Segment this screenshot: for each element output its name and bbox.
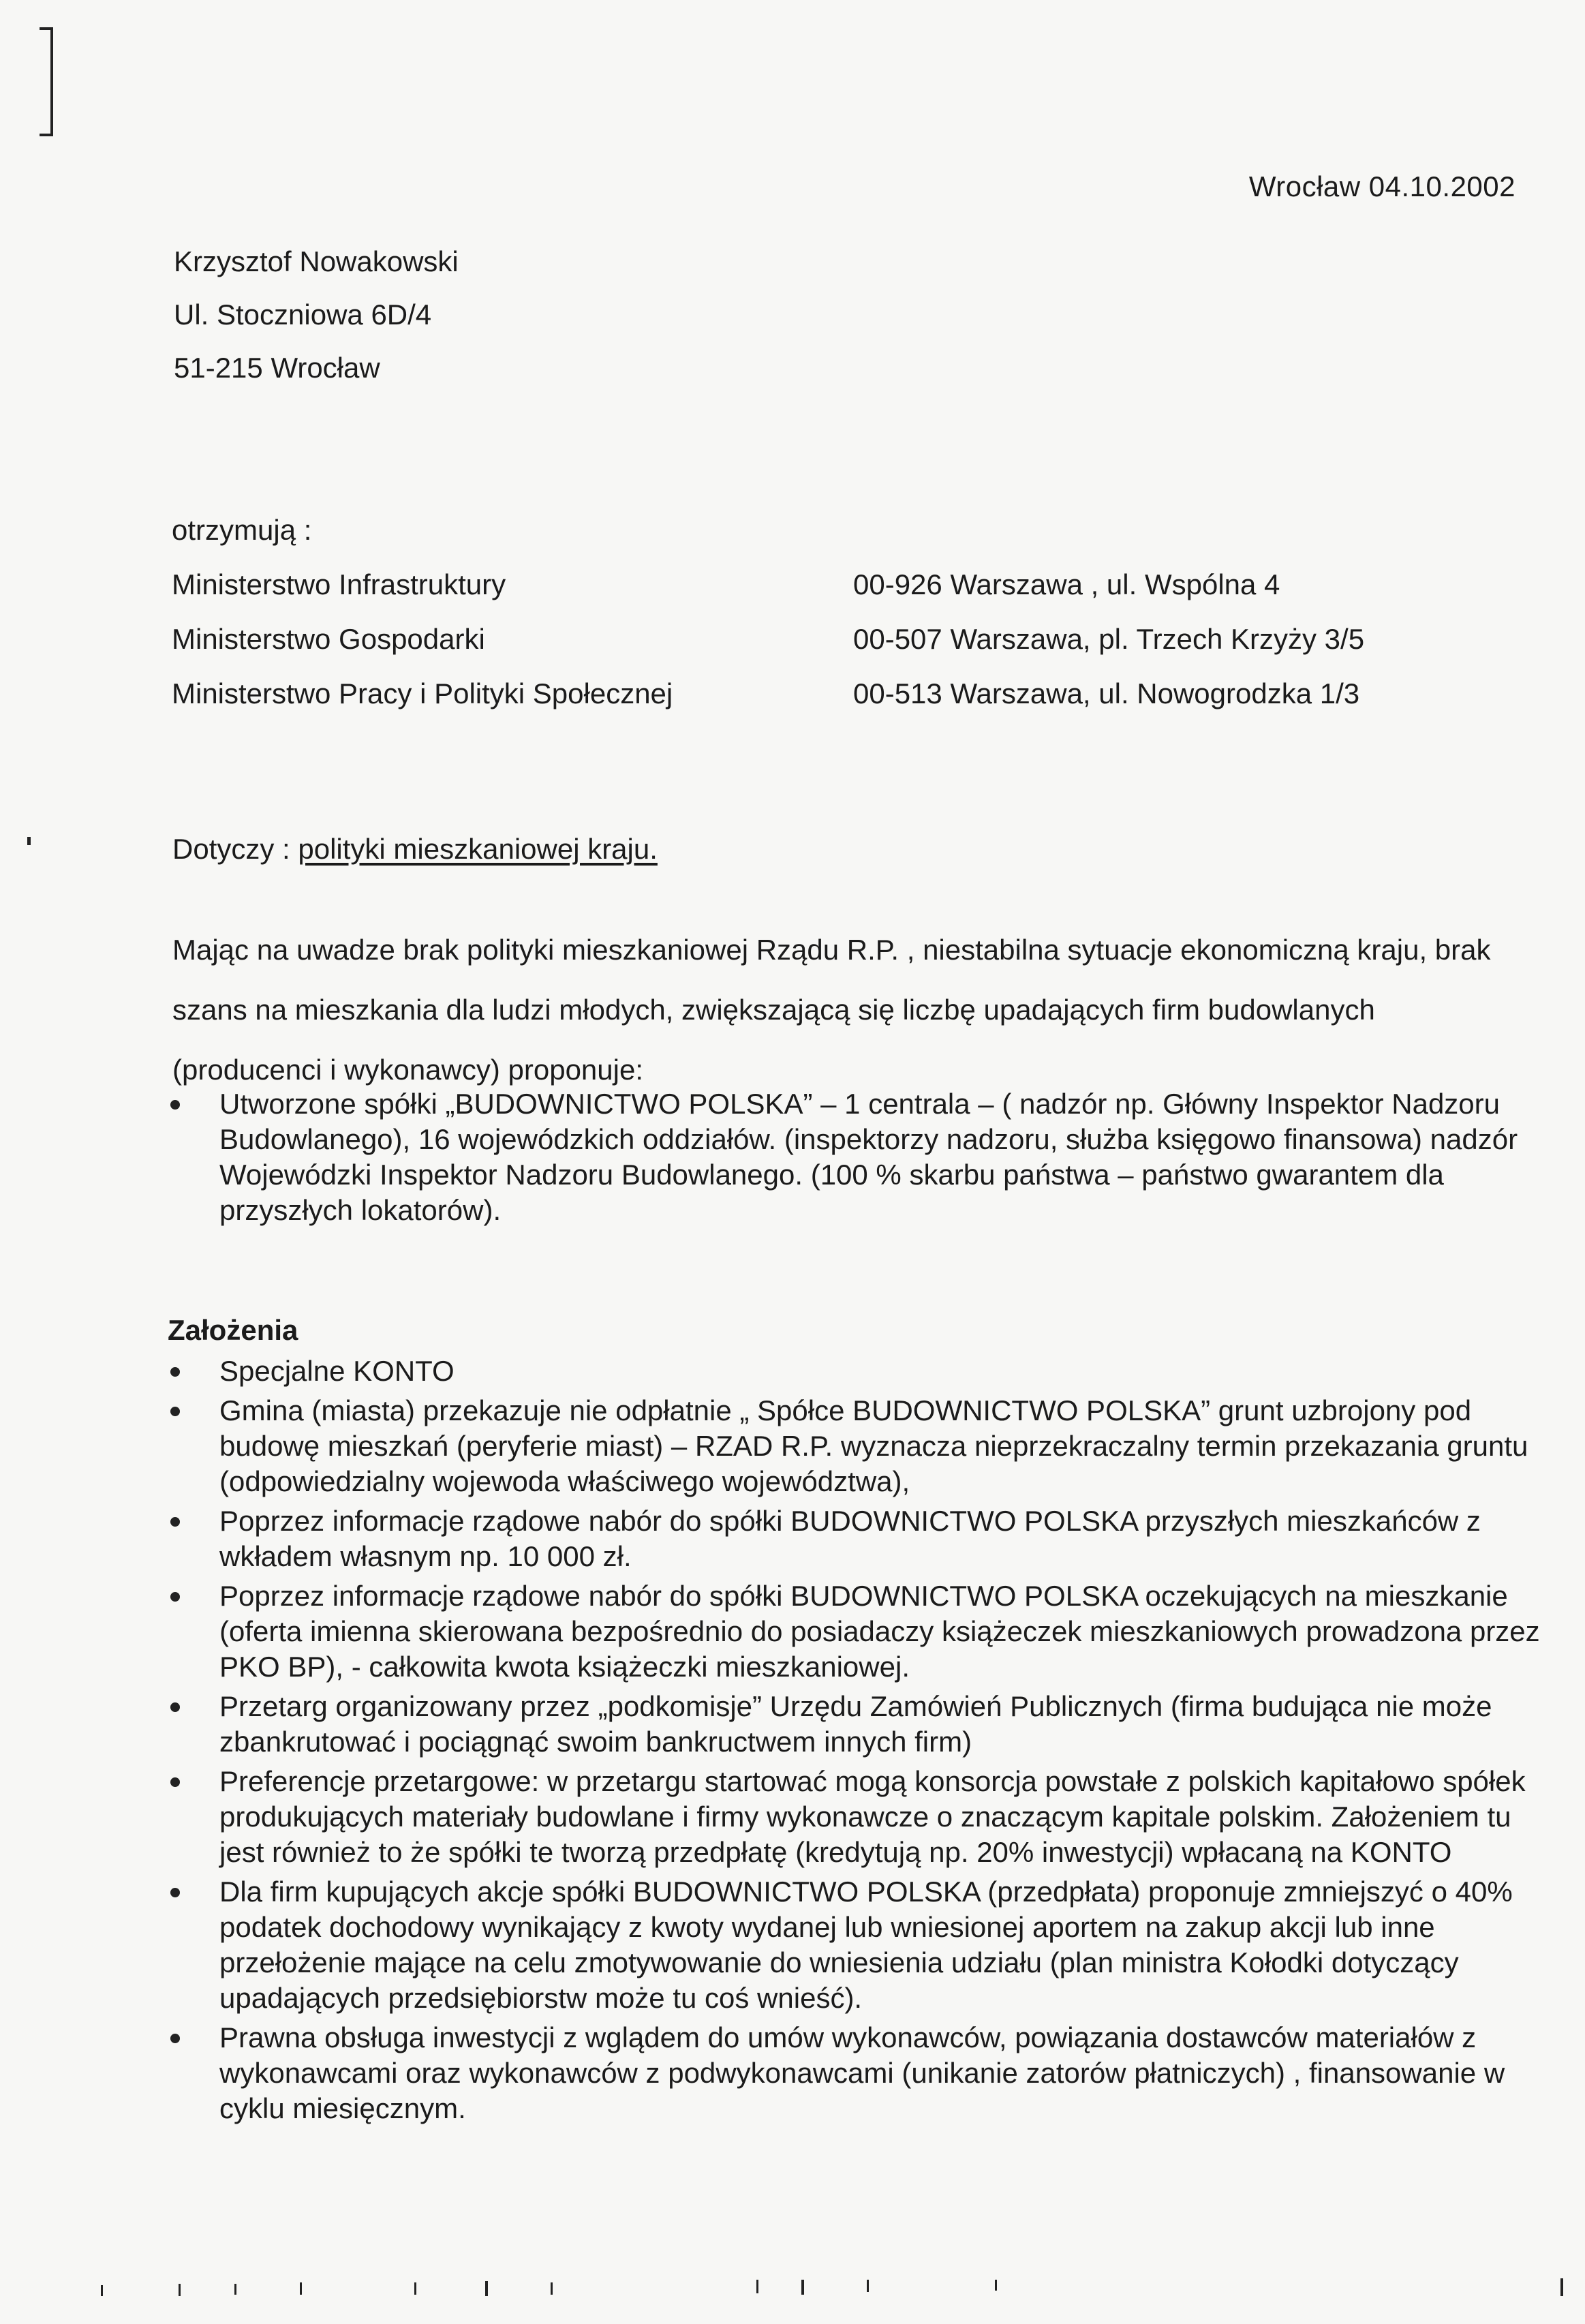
intro-paragraph: Mając na uwadze brak polityki mieszkaniowej Rządu R.P. , niestabilna sytuacje ekonomiczną kraju, brak szans na mieszkania dla ludzi młodych, zwiększającą się liczbę upadających firm budowlanych (producenci i wykonawcy) proponuje: bbox=[172, 934, 1491, 1086]
list-item bbox=[170, 1503, 1540, 1574]
scan-bottom-marks bbox=[0, 2280, 1585, 2307]
list-item-text: Utworzone spółki „BUDOWNICTWO POLSKA” – 1 centrala – ( nadzór np. Główny Inspektor Nadzoru Budowlanego), 16 wojewódzkich oddziałów. (inspektorzy nadzoru, służba księgowo finansowa) nadzór Wojewódzki Inspektor Nadzoru Budowlanego. (100 % skarbu państwa – państwo gwarantem dla przyszłych lokatorów). bbox=[219, 1088, 1518, 1226]
scan-tick-mark bbox=[485, 2281, 488, 2296]
recipients-title: otrzymują : bbox=[172, 514, 312, 546]
list-item-text: Prawna obsługa inwestycji z wglądem do umów wykonawców, powiązania dostawców materiałów z wykonawcami oraz wykonawców z podwykonawcami (unikanie zatorów płatniczych) , finansowanie w cyklu miesięcznym. bbox=[219, 2021, 1505, 2124]
subject-line bbox=[172, 833, 658, 866]
bullet-icon bbox=[170, 1367, 180, 1377]
sender-street: Ul. Stoczniowa 6D/4 bbox=[174, 299, 432, 331]
recipient-name: Ministerstwo Gospodarki bbox=[172, 623, 485, 655]
list-item bbox=[170, 1874, 1540, 2016]
list-item bbox=[170, 2020, 1540, 2126]
recipient-row bbox=[172, 557, 1535, 612]
scan-margin-mark bbox=[50, 27, 53, 136]
bullet-icon bbox=[170, 1888, 180, 1897]
recipient-name: Ministerstwo Infrastruktury bbox=[172, 568, 506, 600]
sender-name: Krzysztof Nowakowski bbox=[174, 245, 459, 277]
bullet-icon bbox=[170, 1592, 180, 1602]
bullet-icon bbox=[170, 1702, 180, 1712]
section-heading: Założenia bbox=[168, 1314, 298, 1346]
scan-dot-mark bbox=[27, 837, 31, 845]
subject-value: polityki mieszkaniowej kraju. bbox=[298, 833, 658, 865]
recipient-address: 00-926 Warszawa , ul. Wspólna 4 bbox=[853, 568, 1280, 600]
scan-tick-mark bbox=[995, 2280, 997, 2291]
scan-tick-mark bbox=[867, 2280, 869, 2292]
list-item-text: Poprzez informacje rządowe nabór do spółki BUDOWNICTWO POLSKA przyszłych mieszkańców z wkładem własnym np. 10 000 zł. bbox=[219, 1505, 1481, 1572]
list-item-text: Dla firm kupujących akcje spółki BUDOWNICTWO POLSKA (przedpłata) proponuje zmniejszyć o 40% podatek dochodowy wynikający z kwoty wydanej lub wniesionej aportem na zakup akcji lub inne przełożenie mające na celu zmotywowanie do wniesienia udziału (plan ministra Kołodki dotyczący upadających przedsiębiorstw może tu coś wnieść). bbox=[219, 1876, 1513, 2014]
proposal-list bbox=[170, 1086, 1540, 1232]
recipient-address: 00-507 Warszawa, pl. Trzech Krzyży 3/5 bbox=[853, 623, 1365, 655]
scan-tick-mark bbox=[1560, 2278, 1563, 2296]
sender-city: 51-215 Wrocław bbox=[174, 352, 380, 384]
list-item bbox=[170, 1689, 1540, 1760]
bullet-icon bbox=[170, 1517, 180, 1527]
scan-tick-mark bbox=[414, 2282, 416, 2295]
scan-margin-mark bbox=[40, 27, 52, 30]
list-item bbox=[170, 1086, 1540, 1228]
list-item-text: Przetarg organizowany przez „podkomisje” Urzędu Zamówień Publicznych (firma budująca nie może zbankrutować i pociągnąć swoim bankructwem innych firm) bbox=[219, 1690, 1492, 1758]
list-item-text: Specjalne KONTO bbox=[219, 1355, 455, 1387]
list-item bbox=[170, 1393, 1540, 1499]
sender-block bbox=[174, 235, 459, 395]
scan-tick-mark bbox=[756, 2280, 758, 2293]
recipient-row bbox=[172, 667, 1535, 721]
bullet-icon bbox=[170, 1100, 180, 1110]
list-item bbox=[170, 1354, 1540, 1389]
scan-margin-mark bbox=[40, 134, 52, 136]
bullet-icon bbox=[170, 1777, 180, 1787]
letter-date: Wrocław 04.10.2002 bbox=[1248, 170, 1515, 202]
list-item-text: Preferencje przetargowe: w przetargu startować mogą konsorcja powstałe z polskich kapitałowo spółek produkujących materiały budowlane i firmy wykonawcze o znaczącym kapitale polskim. Założeniem tu jest również to że spółki te tworzą przedpłatę (kredytują np. 20% inwestycji) wpłacaną na KONTO bbox=[219, 1765, 1526, 1868]
recipient-row bbox=[172, 612, 1535, 667]
scan-tick-mark bbox=[101, 2285, 103, 2296]
scan-tick-mark bbox=[801, 2280, 804, 2295]
scan-tick-mark bbox=[300, 2282, 302, 2295]
scan-tick-mark bbox=[179, 2284, 181, 2296]
bullet-icon bbox=[170, 2034, 180, 2043]
bullet-icon bbox=[170, 1407, 180, 1416]
scan-tick-mark bbox=[234, 2284, 236, 2295]
list-item bbox=[170, 1764, 1540, 1870]
assumptions-list bbox=[170, 1354, 1540, 2130]
subject-label: Dotyczy : bbox=[172, 833, 298, 865]
recipients-block bbox=[172, 503, 1535, 721]
list-item-text: Gmina (miasta) przekazuje nie odpłatnie „ Spółce BUDOWNICTWO POLSKA” grunt uzbrojony pod budowę mieszkań (peryferie miast) – RZAD R.P. wyznacza nieprzekraczalny termin przekazania gruntu (odpowiedzialny wojewoda właściwego województwa), bbox=[219, 1394, 1528, 1497]
list-item bbox=[170, 1578, 1540, 1685]
recipient-name: Ministerstwo Pracy i Polityki Społecznej bbox=[172, 677, 673, 709]
list-item-text: Poprzez informacje rządowe nabór do spółki BUDOWNICTWO POLSKA oczekujących na mieszkanie (oferta imienna skierowana bezpośrednio do posiadaczy książeczek mieszkaniowych prowadzona przez PKO BP), - całkowita kwota książeczki mieszkaniowej. bbox=[219, 1580, 1540, 1683]
recipient-address: 00-513 Warszawa, ul. Nowogrodzka 1/3 bbox=[853, 677, 1360, 709]
scan-tick-mark bbox=[551, 2282, 553, 2295]
